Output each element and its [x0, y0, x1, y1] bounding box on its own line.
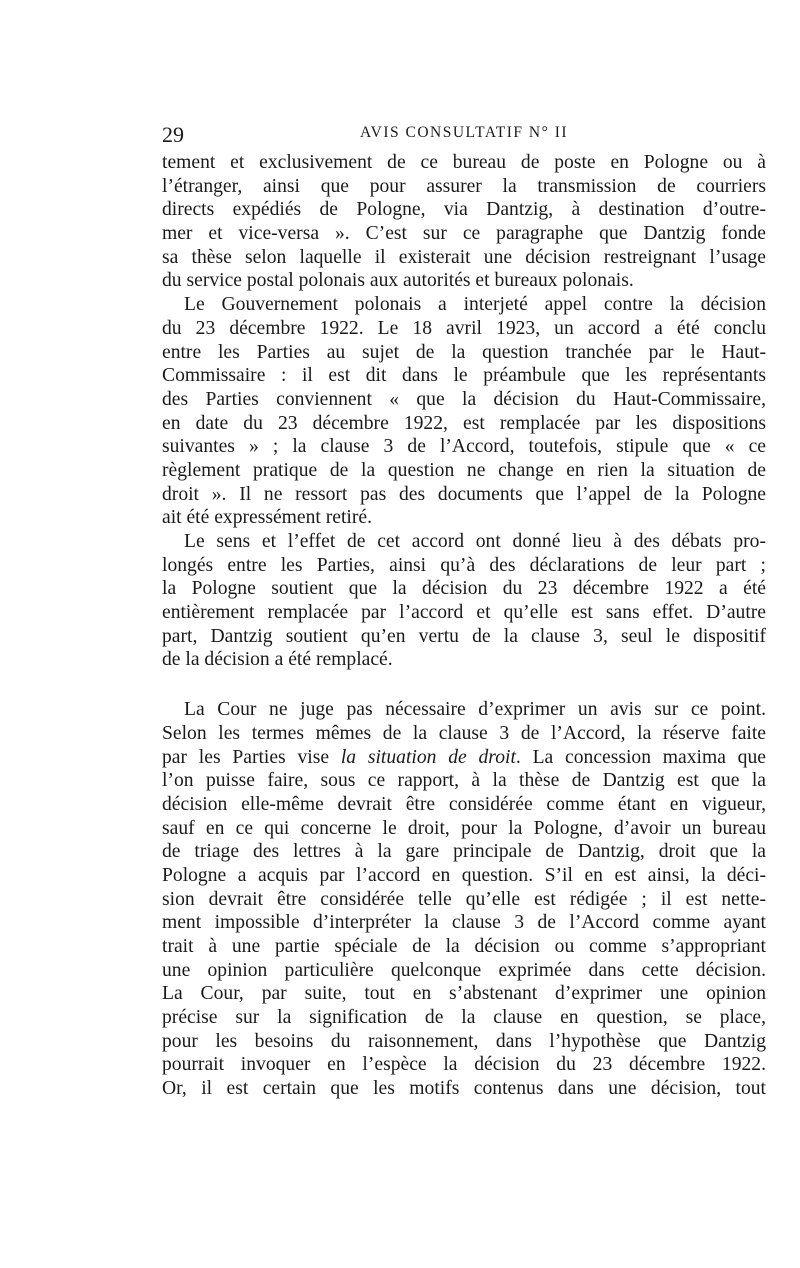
paragraph-3 — [162, 530, 766, 672]
text-line: ait été expressément retiré. — [162, 507, 372, 529]
text-line: pourrait invoquer en l’espèce la décision du 23 décembre 1922. — [162, 1054, 766, 1076]
text-line: Commissaire : il est dit dans le préambule que les représentants — [162, 365, 766, 387]
text-line: entre les Parties au sujet de la question tranchée par le Haut- — [162, 341, 766, 363]
text-line: ment impossible d’interpréter la clause 3 de l’Accord comme ayant — [162, 912, 766, 934]
text-line: Le Gouvernement polonais a interjeté appel contre la décision — [184, 294, 766, 316]
text-line: de triage des lettres à la gare principale de Dantzig, droit que la — [162, 841, 766, 863]
text-line: des Parties conviennent « que la décision du Haut-Commissaire, — [162, 388, 766, 410]
text-line: l’étranger, ainsi que pour assurer la transmission de courriers — [162, 175, 766, 197]
text-line: La Cour, par suite, tout en s’abstenant d’exprimer une opinion — [162, 983, 766, 1005]
text-line: Or, il est certain que les motifs contenus dans une décision, tout — [162, 1078, 766, 1100]
text-line: Selon les termes mêmes de la clause 3 de l’Accord, la réserve faite — [162, 722, 766, 744]
text-line: Pologne a acquis par l’accord en question. S’il en est ainsi, la déci- — [162, 864, 766, 886]
text-line: mer et vice-versa ». C’est sur ce paragraphe que Dantzig fonde — [162, 223, 766, 245]
text-line: décision elle-même devrait être considérée comme étant en vigueur, — [162, 793, 766, 815]
text-line: directs expédiés de Pologne, via Dantzig, à destination d’outre- — [162, 199, 766, 221]
text-line: suivantes » ; la clause 3 de l’Accord, toutefois, stipule que « ce — [162, 436, 766, 458]
text-line-with-italic: par les Parties vise la situation de droit. La concession maxima que — [162, 746, 766, 768]
text-line: l’on puisse faire, sous ce rapport, à la thèse de Dantzig est que la — [162, 770, 766, 792]
text-line: sa thèse selon laquelle il existerait une décision restreignant l’usage — [162, 246, 766, 268]
text-line: du 23 décembre 1922. Le 18 avril 1923, un accord a été conclu — [162, 317, 766, 339]
text-line: précise sur la signification de la clause en question, se place, — [162, 1007, 766, 1029]
text-line: la Pologne soutient que la décision du 23 décembre 1922 a été — [162, 578, 766, 600]
italic-phrase: la situation de droit — [340, 746, 516, 768]
text-line: entièrement remplacée par l’accord et qu’elle est sans effet. D’autre — [162, 602, 766, 624]
text-line: sion devrait être considérée telle qu’elle est rédigée ; il est nette- — [162, 888, 766, 910]
text-line: trait à une partie spéciale de la décision ou comme s’appropriant — [162, 936, 766, 957]
header-title: AVIS CONSULTATIF N° II — [359, 124, 569, 141]
text-line: La Cour ne juge pas nécessaire d’exprimer un avis sur ce point. — [184, 699, 766, 721]
text-line: tement et exclusivement de ce bureau de poste en Pologne ou à — [162, 152, 766, 173]
text-line: du service postal polonais aux autorités et bureaux polonais. — [162, 270, 634, 292]
text-line: sauf en ce qui concerne le droit, pour la Pologne, d’avoir un bureau — [162, 817, 766, 839]
text-line: règlement pratique de la question ne change en rien la situation de — [162, 459, 766, 481]
page-number: 29 — [162, 122, 184, 147]
text-line: en date du 23 décembre 1922, est remplacée par les dispositions — [162, 412, 766, 434]
running-header — [162, 122, 766, 150]
text-line: pour les besoins du raisonnement, dans l’hypothèse que Dantzig — [162, 1030, 766, 1052]
text-line: une opinion particulière quelconque exprimée dans cette décision. — [162, 959, 766, 981]
paragraph-2 — [162, 293, 766, 530]
text-line: Le sens et l’effet de cet accord ont donné lieu à des débats pro- — [184, 531, 766, 552]
text-line: droit ». Il ne ressort pas des documents que l’appel de la Pologne — [162, 483, 766, 505]
body-text — [162, 151, 766, 1101]
paragraph-1 — [162, 151, 766, 293]
text-line: longés entre les Parties, ainsi qu’à des déclarations de leur part ; — [162, 554, 766, 576]
paragraph-spacer — [162, 672, 766, 698]
text-line: part, Dantzig soutient qu’en vertu de la clause 3, seul le dispositif — [162, 625, 766, 647]
paragraph-4 — [162, 698, 766, 1101]
text-line: de la décision a été remplacé. — [162, 649, 393, 671]
